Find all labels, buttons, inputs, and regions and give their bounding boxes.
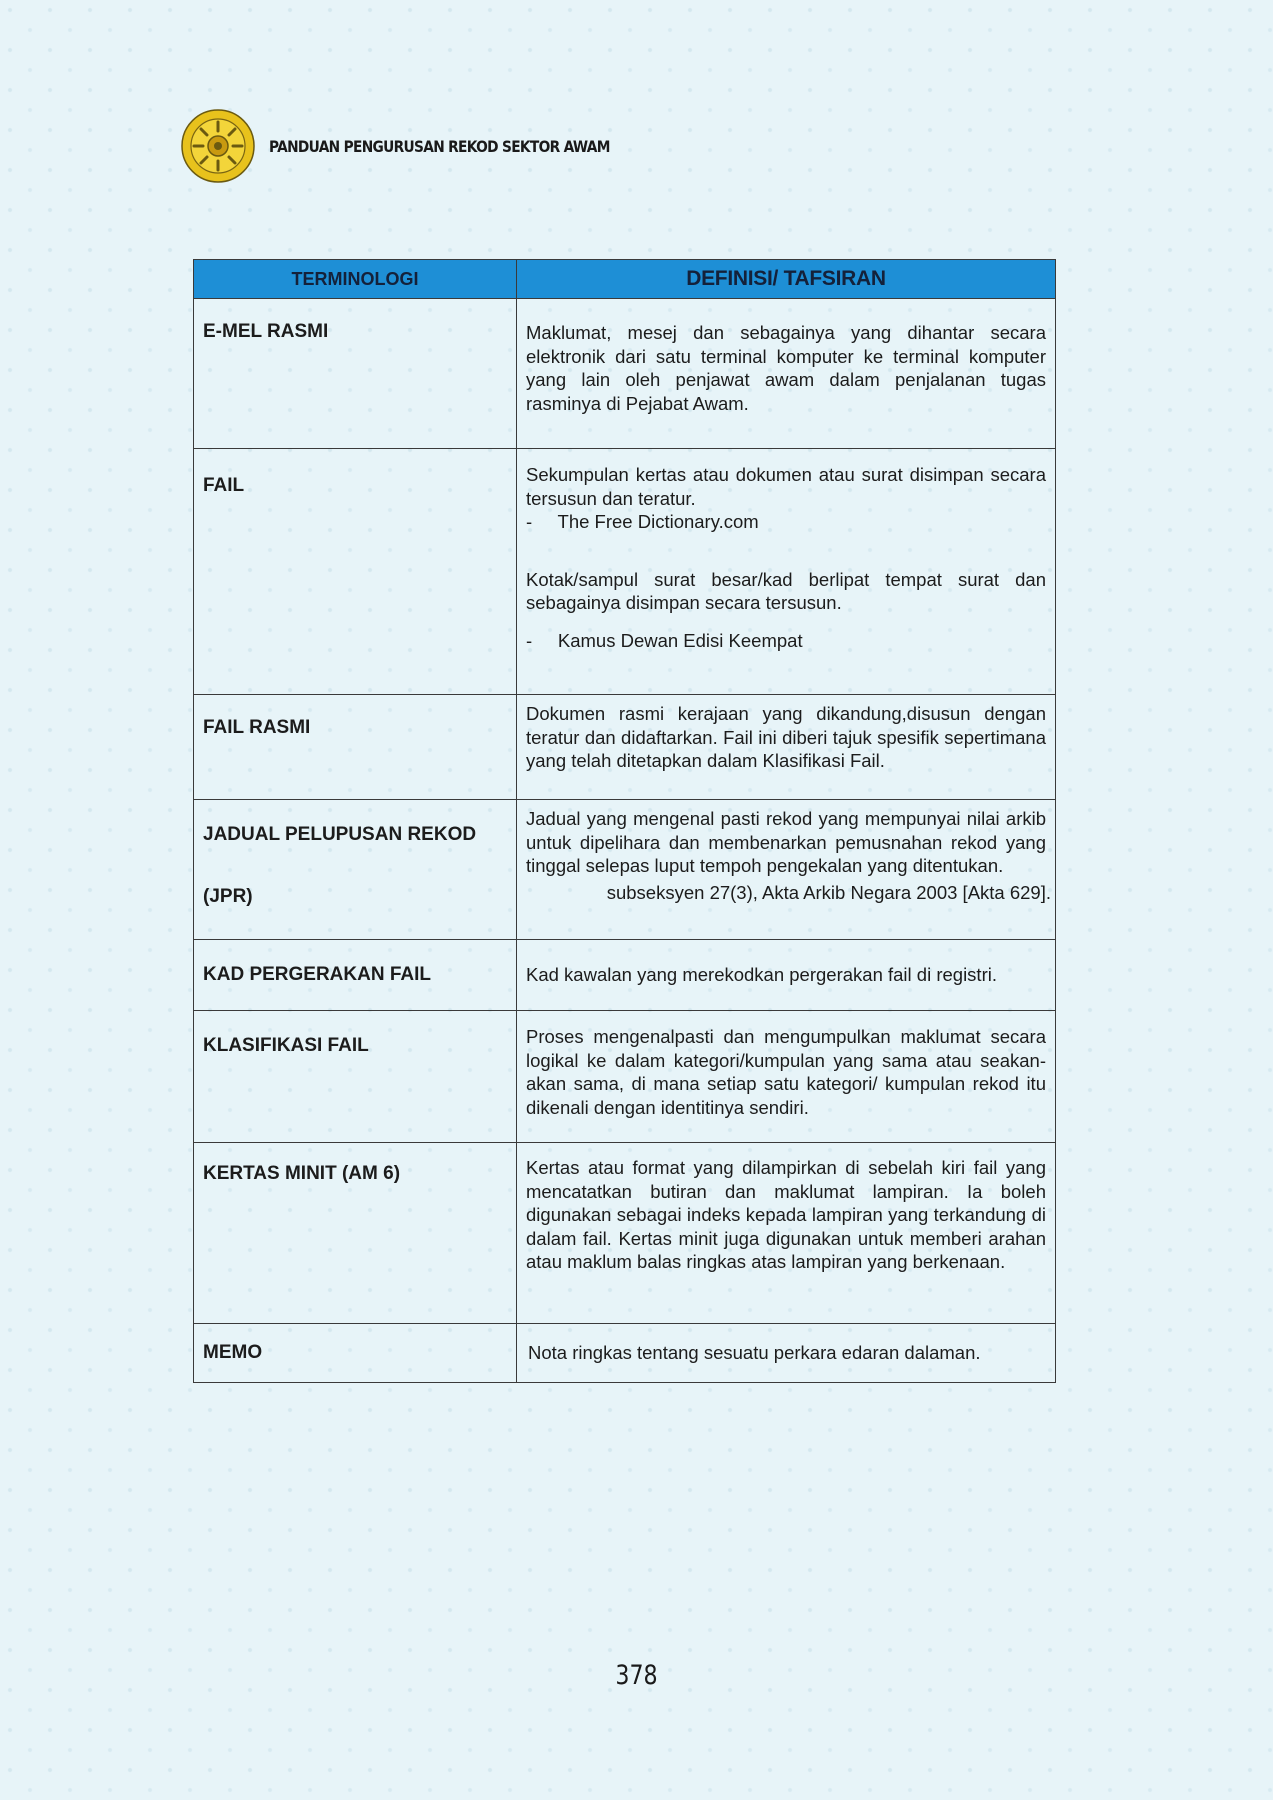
term-label: JADUAL PELUPUSAN REKOD bbox=[203, 824, 477, 845]
term-label: FAIL RASMI bbox=[203, 717, 311, 738]
arkib-negara-emblem-icon bbox=[181, 109, 255, 183]
definition-text: Maklumat, mesej dan sebagainya yang dihantar secara elektronik dari satu terminal komputer ke terminal komputer yang lain oleh penjawat awam dalam penjalanan tugas rasminya di Pejabat Awam. bbox=[526, 322, 1046, 414]
table-row bbox=[194, 800, 1056, 940]
definition-text: Dokumen rasmi kerajaan yang dikandung,disusun dengan teratur dan didaftarkan. Fail ini diberi tajuk spesifik sepertimana yang telah ditetapkan dalam Klasifikasi Fail. bbox=[526, 703, 1046, 771]
definition-text: Sekumpulan kertas atau dokumen atau surat disimpan secara tersusun dan teratur. bbox=[526, 464, 1046, 509]
definition-cell bbox=[517, 800, 1056, 940]
definition-cell bbox=[517, 1324, 1056, 1383]
table-row bbox=[194, 1011, 1056, 1143]
table-row bbox=[194, 1143, 1056, 1324]
page-number: 378 bbox=[615, 1660, 658, 1691]
table-row bbox=[194, 940, 1056, 1011]
definition-source: subseksyen 27(3), Akta Arkib Negara 2003 [Akta 629]. bbox=[606, 881, 1051, 903]
definition-cell bbox=[517, 449, 1056, 695]
term-label: E-MEL RASMI bbox=[203, 321, 329, 342]
definition-text: Jadual yang mengenal pasti rekod yang mempunyai nilai arkib untuk dipelihara dan membenarkan pemusnahan rekod yang tinggal selepas luput tempoh pengekalan yang ditentukan. bbox=[526, 808, 1046, 876]
definition-text: Nota ringkas tentang sesuatu perkara edaran dalaman. bbox=[528, 1342, 981, 1364]
term-cell bbox=[194, 695, 517, 800]
term-abbreviation: (JPR) bbox=[203, 886, 253, 907]
definition-cell bbox=[517, 1143, 1056, 1324]
table-row bbox=[194, 695, 1056, 800]
definition-cell bbox=[517, 695, 1056, 800]
table-row bbox=[194, 299, 1056, 449]
term-label: MEMO bbox=[203, 1342, 263, 1363]
definition-text: Kad kawalan yang merekodkan pergerakan fail di registri. bbox=[526, 964, 997, 986]
term-label: FAIL bbox=[203, 475, 245, 496]
term-cell bbox=[194, 449, 517, 695]
definition-cell bbox=[517, 1011, 1056, 1143]
definition-cell bbox=[517, 299, 1056, 449]
definition-text: Kotak/sampul surat besar/kad berlipat tempat surat dan sebagainya disimpan secara tersusun. bbox=[526, 568, 1046, 613]
column-header-terminology: TERMINOLOGI bbox=[194, 260, 517, 299]
term-label: KLASIFIKASI FAIL bbox=[203, 1035, 369, 1056]
page-header bbox=[181, 108, 665, 184]
term-label: KAD PERGERAKAN FAIL bbox=[203, 964, 432, 985]
term-label: KERTAS MINIT (AM 6) bbox=[203, 1163, 401, 1184]
term-cell bbox=[194, 1324, 517, 1383]
term-cell bbox=[194, 299, 517, 449]
term-cell bbox=[194, 940, 517, 1011]
definition-source: - The Free Dictionary.com bbox=[526, 511, 759, 532]
table-row bbox=[194, 1324, 1056, 1383]
definition-text: Kertas atau format yang dilampirkan di sebelah kiri fail yang mencatatkan butiran dan maklumat lampiran. Ia boleh digunakan sebagai indeks kepada lampiran yang terkandung di dalam fail. Kertas minit juga digunakan untuk memberi arahan atau maklum balas ringkas atas lampiran yang berkenaan. bbox=[526, 1157, 1046, 1272]
term-cell bbox=[194, 800, 517, 940]
column-header-definition: DEFINISI/ TAFSIRAN bbox=[517, 260, 1056, 299]
definition-cell bbox=[517, 940, 1056, 1011]
terminology-table bbox=[193, 259, 1056, 1383]
table-row bbox=[194, 449, 1056, 695]
document-title: PANDUAN PENGURUSAN REKOD SEKTOR AWAM bbox=[269, 136, 610, 156]
term-cell bbox=[194, 1011, 517, 1143]
table-header-row bbox=[194, 260, 1056, 299]
term-cell bbox=[194, 1143, 517, 1324]
definition-text: Proses mengenalpasti dan mengumpulkan maklumat secara logikal ke dalam kategori/kumpulan yang sama atau seakan-akan sama, di mana setiap satu kategori/ kumpulan rekod itu dikenali dengan identitinya sendiri. bbox=[526, 1026, 1046, 1118]
definition-source: - Kamus Dewan Edisi Keempat bbox=[526, 629, 803, 651]
